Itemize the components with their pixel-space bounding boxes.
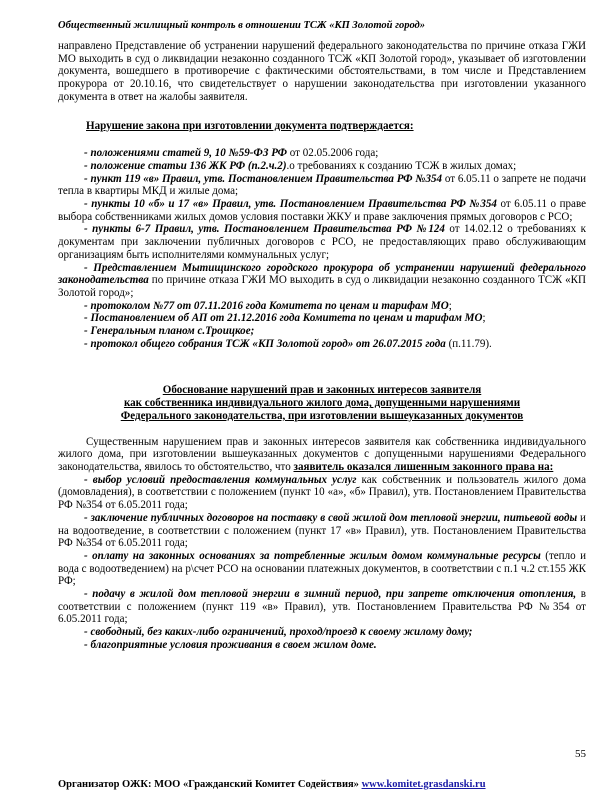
list-item: - протоколом №77 от 07.11.2016 года Комитета по ценам и тарифам МО; [84, 299, 452, 312]
list-item: - подачу в жилой дом тепловой энергии в зимний период, при запрете отключения отопления, в соответствии с положением (пункт 119 «в» Правил), утв. Постановлением Правительства РФ №354 от 6.05.2011 года; [58, 588, 586, 626]
page-number: 55 [575, 748, 586, 760]
rights-paragraph: Существенным нарушением прав и законных интересов заявителя как собственника индивидуального жилого дома, при изготовлении вышеуказанных документов с допущенными нарушениями Федерального законодательства, явилось то обстоятельство, что заявитель оказался лишенным законного права на: [58, 435, 586, 473]
list-item: - Постановлением об АП от 21.12.2016 года Комитета по ценам и тарифам МО; [84, 312, 486, 325]
footer [58, 779, 486, 790]
list-item: - Представлением Мытищинского городского прокурора об устранении нарушений федерального законодательства по причине отказа ГЖИ МО выходить в суд о ликвидации незаконно созданного ТСЖ «КП Золотой город»; [58, 261, 586, 299]
section1-heading: Нарушение закона при изготовлении документа подтверждается: [86, 119, 414, 132]
list-item: - Генеральным планом с.Троицкое; [84, 325, 255, 338]
list-item: - заключение публичных договоров на поставку в свой жилой дом тепловой энергии, питьевой воды и на водоотведение, в соответствии с положением (пункт 17 «в» Правил), утв. Постановлением Правительства РФ №354 от 6.05.2011 года; [58, 511, 586, 550]
section2-heading-line: Обоснование нарушений прав и законных интересов заявителя [162, 384, 482, 397]
rights-list [58, 474, 586, 652]
list-item: - оплату на законных основаниях за потребленные жилым домом коммунальные ресурсы (тепло и вода с водоотведением) на р\счет РСО на основании платежных документов, в соответствии с п.1 ч.2 ст.155 ЖК РФ; [58, 549, 587, 588]
list-item: - положение статьи 136 ЖК РФ (п.2.ч.2).о требованиях к созданию ТСЖ в жилых домах; [84, 159, 517, 172]
list-item: - выбор условий предоставления коммунальных услуг как собственник и пользователь жилого дома (домовладения), в соответствии с положением (пункт 10 «а», «б» Правил), утв. Постановлением Правительства РФ №354 от 6.05.2011 года; [58, 473, 587, 512]
section2-heading [58, 384, 586, 422]
section2-heading-line: Федерального законодательства, при изготовлении вышеуказанных документов [120, 409, 524, 422]
section2-heading-line: как собственника индивидуального жилого дома, допущенными нарушениями [123, 397, 521, 410]
section1-heading-line [58, 120, 586, 133]
document-body [58, 40, 586, 652]
list-item: - пункты 6-7 Правил, утв. Постановлением Правительства РФ №124 от 14.02.12 о требованиях к документам при заключении публичных договоров с РСО, не предоставляющих право обслуживающим организациям быть исполнителями коммунальных услуг; [58, 223, 586, 261]
list-item: - свободный, без каких-либо ограничений, проход/проезд к своему жилому дому; [84, 626, 473, 639]
list-item: - пункты 10 «б» и 17 «в» Правил, утв. Постановлением Правительства РФ №354 от 6.05.11 о праве выбора собственниками жилых домов условия поставки ЖКУ и праве заключения прямых договоров с РСО; [58, 198, 587, 223]
intro-paragraph: направлено Представление об устранении нарушений федерального законодательства по причине отказа ГЖИ МО выходить в суд о ликвидации незаконно созданного ТСЖ «КП Золотой город», указывает об изготовлении документа, вошедшего в противоречие с фактическими обстоятельствами, в том числе и Представлением прокурора от 20.10.16, что свидетельствует о нарушении законодательства при изготовлении указанного документа в ответ на жалобы заявителя. [58, 40, 586, 103]
footer-website-link[interactable]: www.komitet.grasdanski.ru [361, 779, 486, 790]
list-item: - положениями статей 9, 10 №59-ФЗ РФ от 02.05.2006 года; [84, 147, 379, 160]
list-item: - пункт 119 «в» Правил, утв. Постановлением Правительства РФ №354 от 6.05.11 о запрете не подачи тепла в квартиры МКД и жилые дома; [58, 172, 587, 198]
violations-list [58, 147, 586, 350]
list-item: - благоприятные условия проживания в своем жилом доме. [84, 638, 377, 651]
footer-organizer: Организатор ОЖК: МОО «Гражданский Комитет Содействия» [58, 779, 359, 790]
list-item: - протокол общего собрания ТСЖ «КП Золотой город» от 26.07.2015 года (п.11.79). [84, 337, 492, 350]
running-header: Общественный жилищный контроль в отношении ТСЖ «КП Золотой город» [58, 20, 426, 31]
rights-emphasis: заявитель оказался лишенным законного права на: [293, 460, 554, 473]
